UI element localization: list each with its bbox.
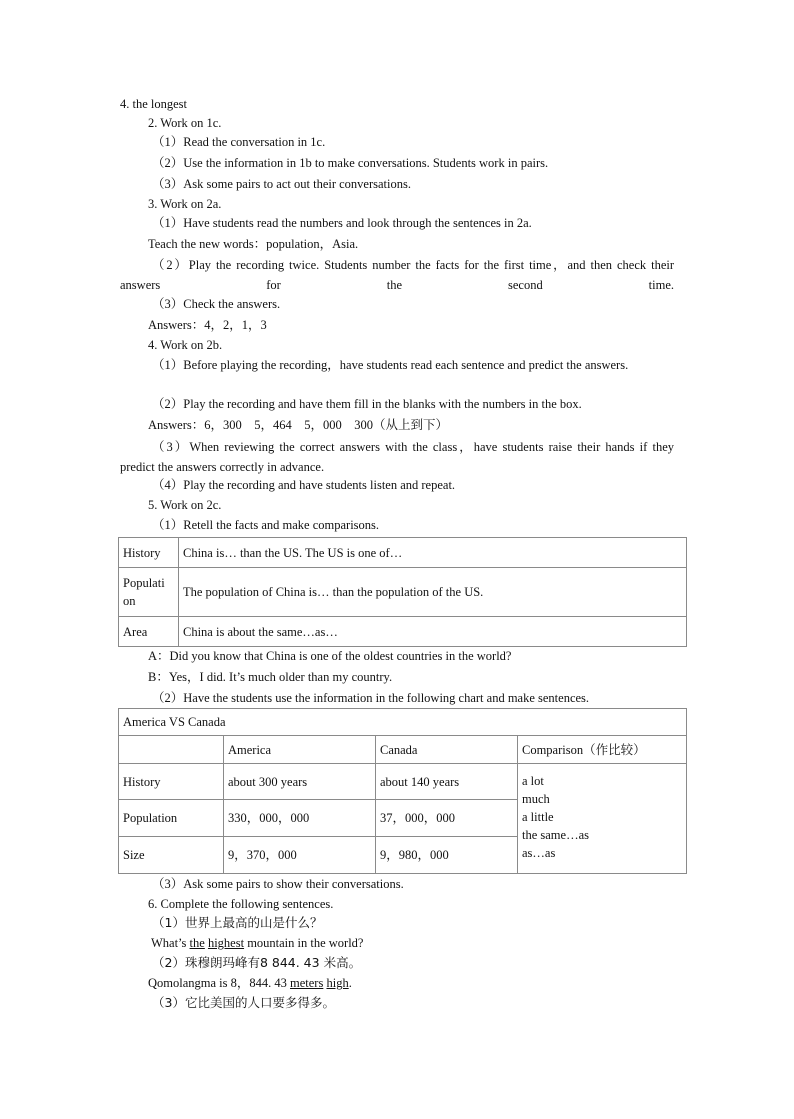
line-new-words: Teach the new words：population，Asia.	[148, 237, 359, 251]
table-row	[119, 764, 687, 800]
line-answers-2b: Answers：6，300 5，464 5，000 300（从上到下）	[148, 418, 448, 432]
dialogue-line-a: A：Did you know that China is one of the oldest countries in the world?	[148, 649, 512, 663]
comparison-word: a lot	[522, 774, 544, 788]
table-cell: Size	[119, 837, 224, 874]
sentence-text: What’s	[151, 936, 190, 950]
line-answers-2a: Answers：4，2，1，3	[148, 318, 267, 332]
table-header-row	[119, 736, 687, 764]
comparison-word: the same…as	[522, 828, 589, 842]
chinese-sentence-1: （1）世界上最高的山是什么？	[152, 915, 323, 930]
table-row	[119, 709, 687, 736]
table-title-cell: America VS Canada	[119, 709, 687, 736]
table-cell: 330，000，000	[224, 800, 376, 837]
paragraph-2b-1: （1）Before playing the recording，have students read each sentence and predict the answers.	[152, 358, 629, 372]
comparison-table	[118, 708, 687, 874]
table-cell: Population	[119, 800, 224, 837]
step-work-on-2b: 4. Work on 2b.	[148, 338, 223, 352]
sentence-text: mountain in the world?	[244, 936, 364, 950]
table-cell: about 140 years	[376, 764, 518, 800]
table-row	[119, 568, 687, 617]
line-2c-2: （2）Have the students use the information in the following chart and make sentences.	[152, 691, 590, 705]
chinese-sentence-3: （3）它比美国的人口要多得多。	[152, 995, 335, 1010]
table-cell: Populati on	[119, 568, 179, 617]
table-cell: The population of China is… than the population of the US.	[179, 568, 687, 617]
answer-blank: meters	[290, 976, 324, 990]
table-cell: Area	[119, 617, 179, 647]
table-row	[119, 617, 687, 647]
line-2b-2: （2）Play the recording and have them fill in the blanks with the numbers in the box.	[152, 397, 582, 411]
sentence-text: .	[348, 976, 352, 990]
step-work-on-2c: 5. Work on 2c.	[148, 498, 222, 512]
line-answer-4: 4. the longest	[120, 97, 188, 111]
line-1c-2: （2）Use the information in 1b to make conversations. Students work in pairs.	[152, 156, 549, 170]
answer-blank: highest	[207, 936, 245, 950]
line-2b-4: （4）Play the recording and have students listen and repeat.	[152, 478, 456, 492]
table-cell: 37，000，000	[376, 800, 518, 837]
table-cell: about 300 years	[224, 764, 376, 800]
english-sentence-2	[148, 975, 352, 991]
paragraph-2a-2: （2）Play the recording twice. Students number the facts for the first time，and then check their answers for the second time.	[120, 258, 674, 292]
step-work-on-2a: 3. Work on 2a.	[148, 197, 222, 211]
comparison-word: much	[522, 792, 550, 806]
table-header-cell	[119, 736, 224, 764]
chinese-sentence-2: （2）珠穆朗玛峰有8 844. 43 米高。	[152, 955, 362, 970]
paragraph-2b-3: （3）When reviewing the correct answers with the class，have students raise their hands if they predict the answers correctly in advance.	[120, 440, 674, 474]
line-2a-3: （3）Check the answers.	[152, 297, 281, 311]
line-1c-3: （3）Ask some pairs to act out their conversations.	[152, 177, 411, 191]
comparison-word: as…as	[522, 846, 556, 860]
english-sentence-1	[151, 935, 363, 951]
facts-table	[118, 537, 687, 647]
table-cell: 9，370，000	[224, 837, 376, 874]
table-row	[119, 538, 687, 568]
table-cell: History	[119, 538, 179, 568]
table-cell: China is about the same…as…	[179, 617, 687, 647]
line-2a-1: （1）Have students read the numbers and look through the sentences in 2a.	[152, 216, 532, 230]
table-header-cell: America	[224, 736, 376, 764]
line-2c-3: （3）Ask some pairs to show their conversations.	[152, 877, 404, 891]
step-work-on-1c: 2. Work on 1c.	[148, 116, 222, 130]
line-1c-1: （1）Read the conversation in 1c.	[152, 135, 326, 149]
step-complete-sentences: 6. Complete the following sentences.	[148, 897, 334, 911]
sentence-text: Qomolangma is 8，844. 43	[148, 976, 291, 990]
table-header-cell: Canada	[376, 736, 518, 764]
comparison-words-cell	[518, 764, 687, 874]
comparison-word: a little	[522, 810, 554, 824]
table-cell: History	[119, 764, 224, 800]
table-cell: China is… than the US. The US is one of…	[179, 538, 687, 568]
table-header-cell: Comparison（作比较）	[518, 736, 687, 764]
answer-blank: high	[326, 976, 349, 990]
answer-blank: the	[189, 936, 205, 950]
dialogue-line-b: B：Yes，I did. It’s much older than my country.	[148, 670, 393, 684]
line-2c-1: （1）Retell the facts and make comparisons.	[152, 518, 380, 532]
table-cell: 9，980，000	[376, 837, 518, 874]
